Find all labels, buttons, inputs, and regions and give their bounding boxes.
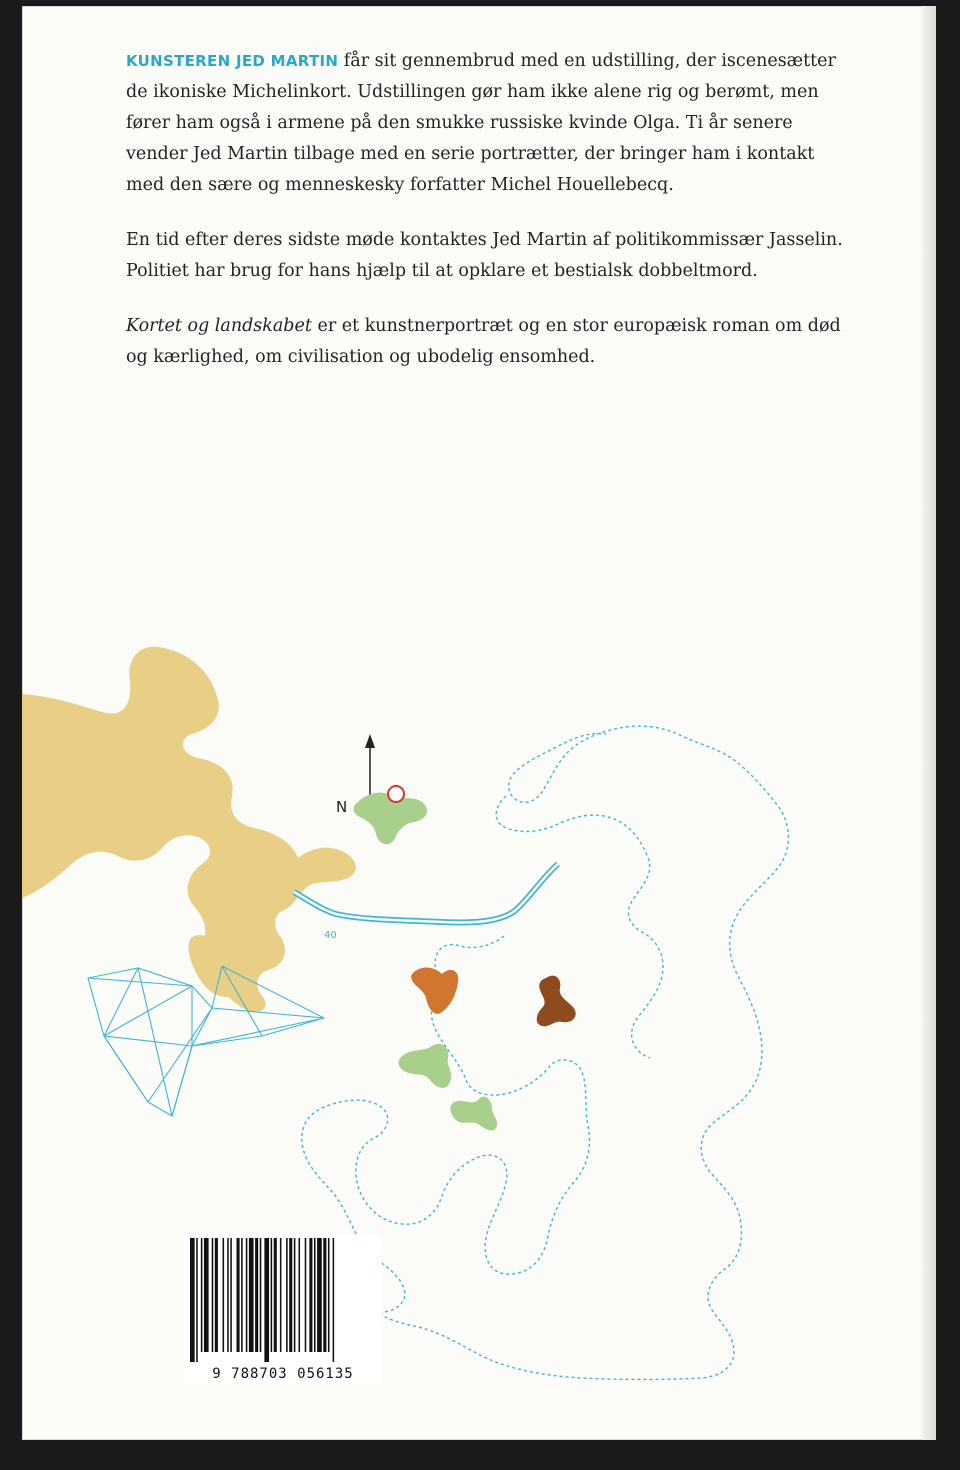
blurb-p2-body: En tid efter deres sidste møde kontaktes Jed Martin af politikommissær Jasselin. Politiet har brug for hans hjælp til at opklare et bestialsk dobbeltmord. [126, 230, 843, 281]
brown-shape [537, 976, 576, 1027]
wireframe-mesh [88, 966, 324, 1116]
map-illustration [22, 6, 936, 1440]
road-number: 40 [324, 930, 337, 941]
north-label: N [336, 798, 348, 816]
blurb-p1-body: får sit gennembrud med en udstilling, der iscenesætter de ikoniske Michelinkort. Udstillingen gør ham ikke alene rig og berømt, men fører ham også i armene på den smukke russiske kvinde Olga. Ti år senere vender Jed Martin tilbage med en serie portrætter, der bringer ham i kontakt med den sære og menneskesky forfatter Michel Houellebecq. [126, 51, 836, 195]
barcode-bars [184, 1234, 382, 1362]
orange-shape [411, 968, 458, 1014]
book-back-cover [22, 6, 936, 1440]
book-title-italic: Kortet og landskabet [126, 316, 312, 336]
blurb-lead: KUNSTEREN JED MARTIN [126, 52, 339, 70]
sand-landmass [22, 647, 356, 1012]
location-marker [388, 786, 404, 802]
green-island-west [399, 1044, 452, 1088]
blurb-p3-body: er et kunstnerportræt og en stor europæisk roman om død og kærlighed, om civilisation og ubodelig ensomhed. [126, 316, 841, 367]
isbn-number: 9 788703 056135 [212, 1366, 354, 1382]
barcode [184, 1234, 382, 1384]
green-island-south [450, 1097, 497, 1131]
